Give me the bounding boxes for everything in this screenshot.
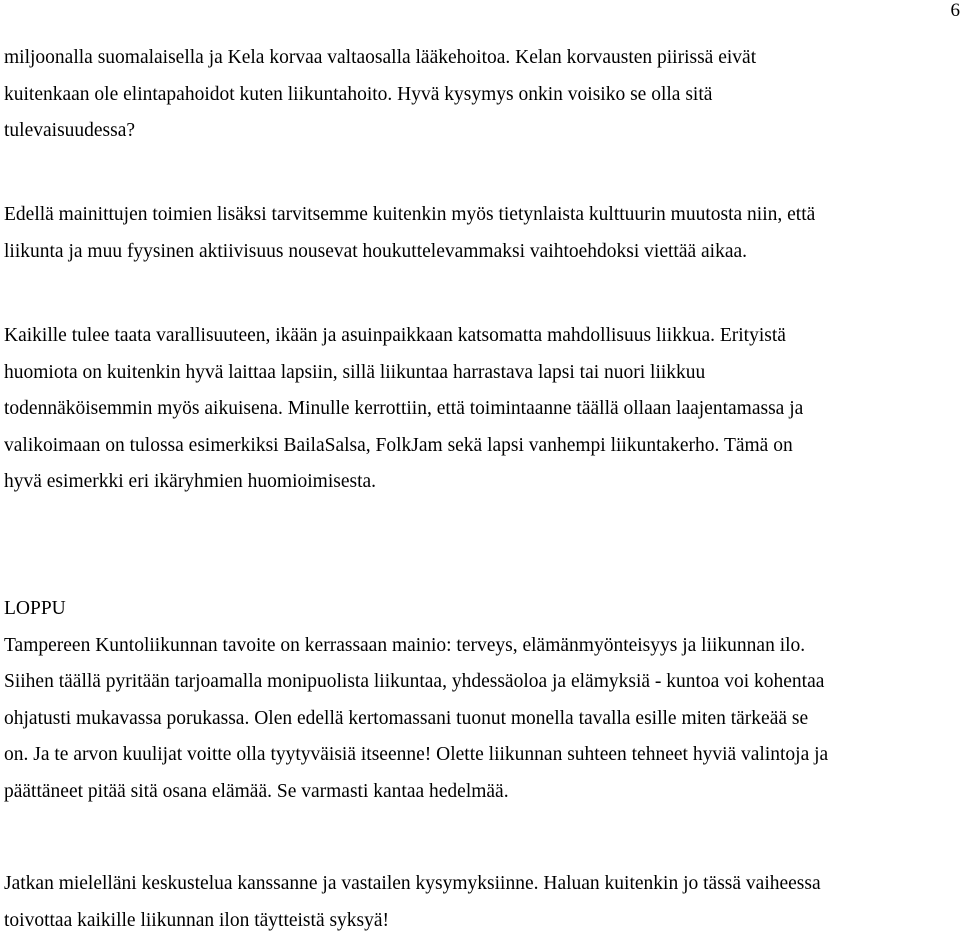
text-line: tulevaisuudessa? bbox=[4, 113, 960, 150]
paragraph-5 bbox=[4, 866, 960, 939]
text-line: liikunta ja muu fyysinen aktiivisuus nousevat houkuttelevammaksi vaihtoehdoksi viettää aikaa. bbox=[4, 234, 960, 271]
text-line: kuitenkaan ole elintapahoidot kuten liikuntahoito. Hyvä kysymys onkin voisiko se olla sitä bbox=[4, 77, 960, 114]
text-line: Tampereen Kuntoliikunnan tavoite on kerrassaan mainio: terveys, elämänmyönteisyys ja liikunnan ilo. bbox=[4, 628, 960, 665]
paragraph-2 bbox=[4, 197, 960, 270]
text-line: Kaikille tulee taata varallisuuteen, ikään ja asuinpaikkaan katsomatta mahdollisuus liikkua. Erityistä bbox=[4, 318, 960, 355]
page-number: 6 bbox=[951, 0, 960, 22]
paragraph-3 bbox=[4, 318, 960, 501]
paragraph-1 bbox=[4, 40, 960, 150]
text-line: toivottaa kaikille liikunnan ilon täytteistä syksyä! bbox=[4, 903, 960, 939]
text-line: ohjatusti mukavassa porukassa. Olen edellä kertomassani tuonut monella tavalla esille miten tärkeää se bbox=[4, 701, 960, 738]
section-heading: LOPPU bbox=[4, 591, 960, 628]
text-line: Jatkan mielelläni keskustelua kanssanne ja vastailen kysymyksiinne. Haluan kuitenkin jo tässä vaiheessa bbox=[4, 866, 960, 903]
text-line: päättäneet pitää sitä osana elämää. Se varmasti kantaa hedelmää. bbox=[4, 774, 960, 811]
text-line: hyvä esimerkki eri ikäryhmien huomioimisesta. bbox=[4, 464, 960, 501]
text-line: Edellä mainittujen toimien lisäksi tarvitsemme kuitenkin myös tietynlaista kulttuurin muutosta niin, että bbox=[4, 197, 960, 234]
text-line: huomiota on kuitenkin hyvä laittaa lapsiin, sillä liikuntaa harrastava lapsi tai nuori liikkuu bbox=[4, 355, 960, 392]
text-line: Siihen täällä pyritään tarjoamalla monipuolista liikuntaa, yhdessäoloa ja elämyksiä - kuntoa voi kohentaa bbox=[4, 664, 960, 701]
text-line: on. Ja te arvon kuulijat voitte olla tyytyväisiä itseenne! Olette liikunnan suhteen tehneet hyviä valintoja ja bbox=[4, 737, 960, 774]
text-line: valikoimaan on tulossa esimerkiksi BailaSalsa, FolkJam sekä lapsi vanhempi liikuntakerho. Tämä on bbox=[4, 428, 960, 465]
text-line: miljoonalla suomalaisella ja Kela korvaa valtaosalla lääkehoitoa. Kelan korvausten piirissä eivät bbox=[4, 40, 960, 77]
paragraph-4 bbox=[4, 591, 960, 811]
text-line: todennäköisemmin myös aikuisena. Minulle kerrottiin, että toimintaanne täällä ollaan laajentamassa ja bbox=[4, 391, 960, 428]
